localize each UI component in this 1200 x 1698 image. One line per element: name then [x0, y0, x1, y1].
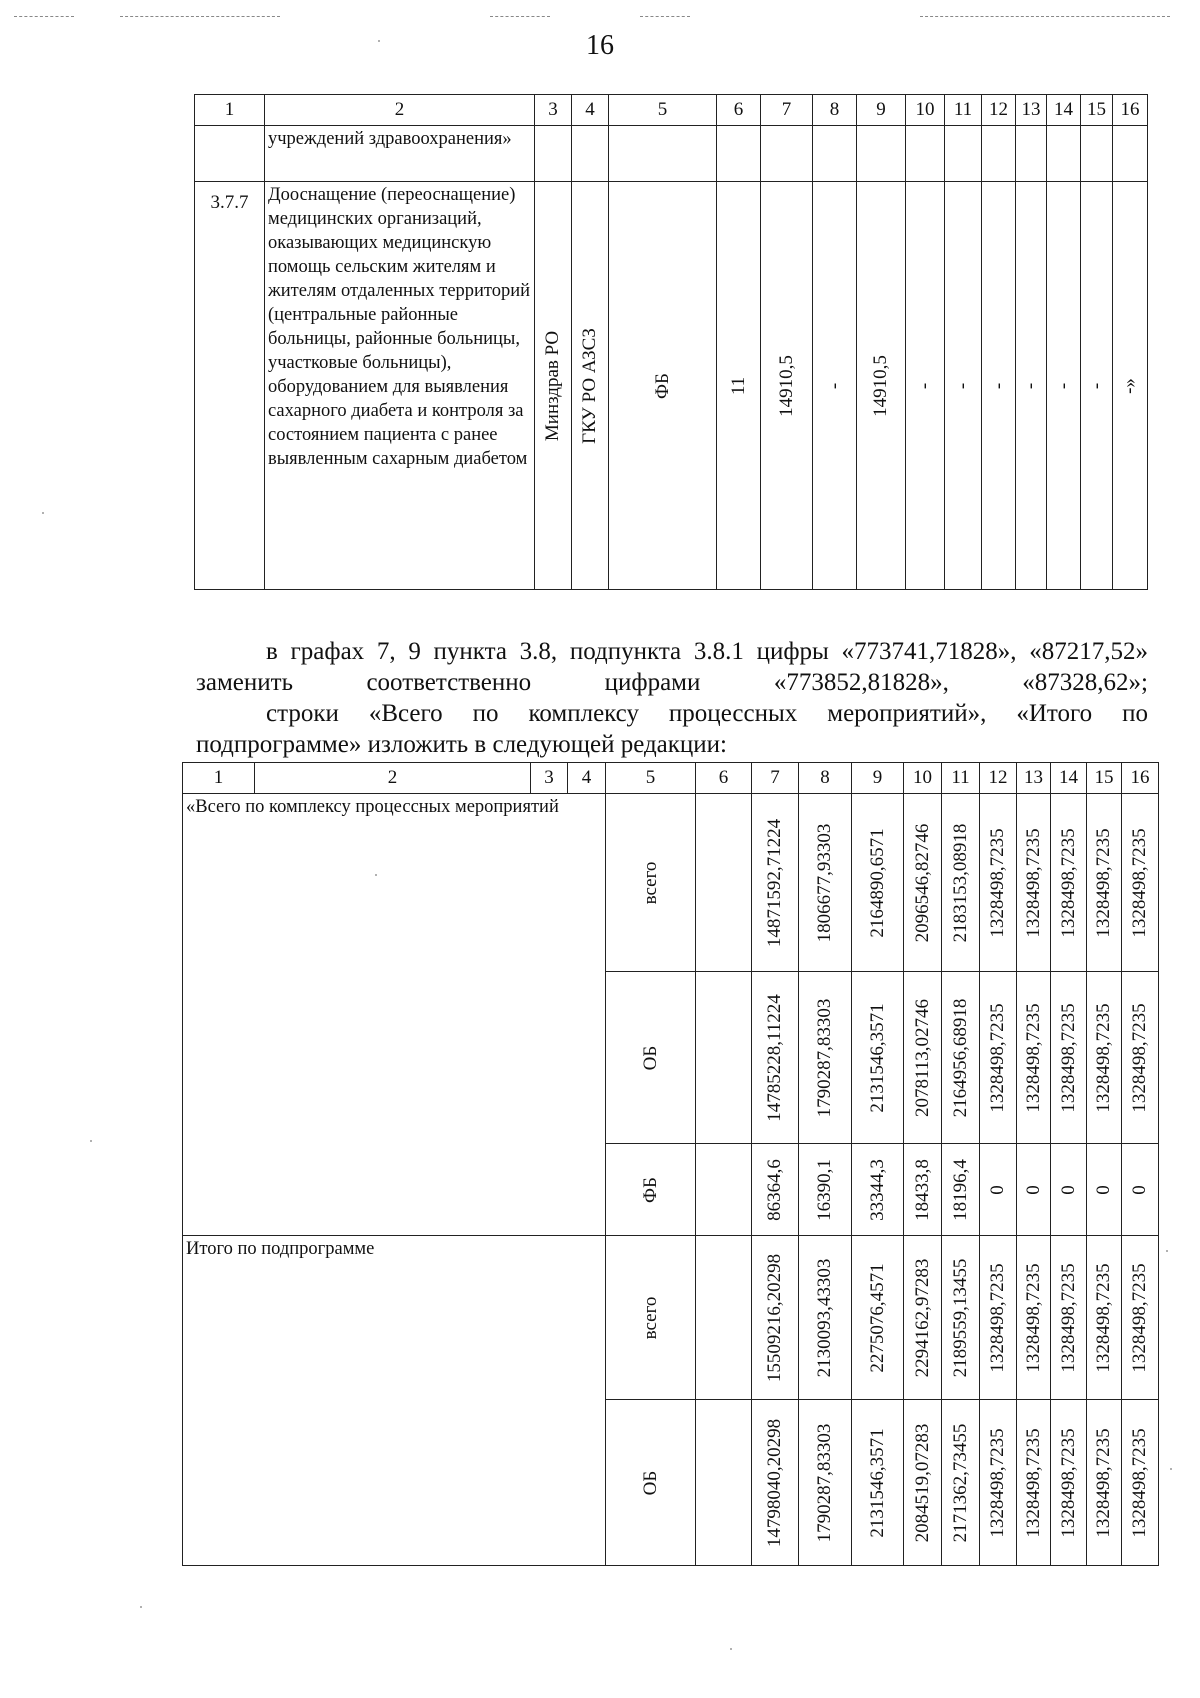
scan-speck: [140, 1606, 142, 1608]
scan-artifact-line: [14, 16, 74, 17]
table-row-377: [195, 182, 1148, 590]
col6-empty-cell: [696, 794, 752, 972]
funding-source-cell: ОБ: [606, 972, 696, 1144]
summary-table: [182, 762, 1159, 1566]
col-header: 1: [183, 763, 255, 794]
value-cell: 0: [1087, 1144, 1122, 1236]
cell-col5: ФБ: [609, 182, 717, 590]
col-header: 7: [752, 763, 799, 794]
cell-col7: 14910,5: [761, 182, 813, 590]
value-cell: 1328498,7235: [1122, 794, 1159, 972]
col-header: 9: [857, 95, 906, 126]
col-header: 15: [1081, 95, 1113, 126]
col-header: 10: [906, 95, 945, 126]
value-cell: 1328498,7235: [1122, 1236, 1159, 1400]
col6-empty-cell: [696, 1236, 752, 1400]
scan-speck: [1166, 1250, 1168, 1252]
value-cell: 2164890,6571: [852, 794, 904, 972]
col-header: 12: [980, 763, 1017, 794]
col-header: 4: [568, 763, 606, 794]
table-row-continuation: [195, 126, 1148, 182]
col-header: 6: [696, 763, 752, 794]
value-cell: 2084519,07283: [904, 1400, 942, 1566]
cell-col8: -: [813, 182, 857, 590]
row-name-cell: Дооснащение (переоснащение) медицинских организаций, оказывающих медицинскую помощь сельским жителям и жителям отдаленных территорий (центральные районные больницы, районные больницы, участковые больницы), оборудованием для выявления сахарного диабета и контроля за состоянием пациента с ранее выявленным сахарным диабетом: [265, 182, 535, 590]
col-header: 14: [1047, 95, 1081, 126]
col-header: 3: [531, 763, 568, 794]
value-cell: 1790287,83303: [799, 972, 852, 1144]
value-cell: 2131546,3571: [852, 972, 904, 1144]
value-cell: 0: [1051, 1144, 1087, 1236]
value-cell: 1328498,7235: [1087, 972, 1122, 1144]
value-cell: 1328498,7235: [1122, 972, 1159, 1144]
value-cell: 0: [980, 1144, 1017, 1236]
value-cell: 15509216,20298: [752, 1236, 799, 1400]
value-cell: 18433,8: [904, 1144, 942, 1236]
cell-col10: -: [906, 182, 945, 590]
value-cell: 1328498,7235: [980, 794, 1017, 972]
funding-source-cell: ОБ: [606, 1400, 696, 1566]
value-cell: 1328498,7235: [1087, 794, 1122, 972]
value-cell: 33344,3: [852, 1144, 904, 1236]
col-header: 16: [1122, 763, 1159, 794]
value-cell: 1328498,7235: [1017, 972, 1051, 1144]
value-cell: 1328498,7235: [1051, 794, 1087, 972]
value-cell: 1806677,93303: [799, 794, 852, 972]
col-header: 16: [1113, 95, 1148, 126]
value-cell: 1328498,7235: [1017, 1400, 1051, 1566]
cell-col11: -: [945, 182, 982, 590]
amendment-paragraph-1: в графах 7, 9 пункта 3.8, подпункта 3.8.1 цифры «773741,71828», «87217,52» заменить соответственно цифрами «773852,81828», «87328,62»;: [196, 638, 1148, 696]
value-cell: 2131546,3571: [852, 1400, 904, 1566]
value-cell: 2078113,02746: [904, 972, 942, 1144]
value-cell: 16390,1: [799, 1144, 852, 1236]
value-cell: 1328498,7235: [1051, 1236, 1087, 1400]
col-header: 5: [609, 95, 717, 126]
value-cell: 1328498,7235: [1122, 1400, 1159, 1566]
funding-source-cell: ФБ: [606, 1144, 696, 1236]
scan-speck: [90, 1140, 92, 1142]
cell-col4: ГКУ РО АЗСЗ: [572, 182, 609, 590]
cell-col16: -»: [1113, 182, 1148, 590]
scan-artifact-line: [640, 16, 690, 17]
summary-table-body: [183, 794, 1159, 1566]
cell-col9: 14910,5: [857, 182, 906, 590]
cell-col15: -: [1081, 182, 1113, 590]
value-cell: 2130093,43303: [799, 1236, 852, 1400]
page-number: 16: [586, 30, 614, 61]
value-cell: 14798040,20298: [752, 1400, 799, 1566]
value-cell: 2171362,73455: [942, 1400, 980, 1566]
value-cell: 2164956,68918: [942, 972, 980, 1144]
col6-empty-cell: [696, 1400, 752, 1566]
cell-col12: -: [982, 182, 1016, 590]
col6-empty-cell: [696, 972, 752, 1144]
value-cell: 1328498,7235: [980, 972, 1017, 1144]
col-header: 3: [535, 95, 572, 126]
value-cell: 2183153,08918: [942, 794, 980, 972]
col-header: 10: [904, 763, 942, 794]
col-header: 14: [1051, 763, 1087, 794]
table-header-row: [183, 763, 1159, 794]
cell-col14: -: [1047, 182, 1081, 590]
col-header: 6: [717, 95, 761, 126]
value-cell: 1328498,7235: [1087, 1400, 1122, 1566]
cell-col3: Минздрав РО: [535, 182, 572, 590]
value-cell: 0: [1017, 1144, 1051, 1236]
value-cell: 2294162,97283: [904, 1236, 942, 1400]
value-cell: 1328498,7235: [1051, 1400, 1087, 1566]
value-cell: 1790287,83303: [799, 1400, 852, 1566]
col6-empty-cell: [696, 1144, 752, 1236]
value-cell: 86364,6: [752, 1144, 799, 1236]
table-header-row: [195, 95, 1148, 126]
value-cell: 14785228,11224: [752, 972, 799, 1144]
scan-artifact-line: [920, 16, 1170, 17]
amendment-paragraph-2: строки «Всего по комплексу процессных мероприятий», «Итого по подпрограмме» изложить в следующей редакции:: [196, 700, 1148, 758]
col-header: 1: [195, 95, 265, 126]
col-header: 2: [265, 95, 535, 126]
value-cell: 0: [1122, 1144, 1159, 1236]
value-cell: 1328498,7235: [980, 1400, 1017, 1566]
value-cell: 2096546,82746: [904, 794, 942, 972]
program-table-continuation: [194, 94, 1148, 590]
group-label-subprogram: Итого по подпрограмме: [183, 1236, 606, 1566]
cell-col6: 11: [717, 182, 761, 590]
value-cell: 1328498,7235: [1087, 1236, 1122, 1400]
value-cell: 1328498,7235: [1051, 972, 1087, 1144]
summary-row: [183, 1236, 1159, 1400]
funding-source-cell: всего: [606, 794, 696, 972]
col-header: 11: [945, 95, 982, 126]
col-header: 13: [1017, 763, 1051, 794]
summary-row: [183, 794, 1159, 972]
row-name-cell: учреждений здравоохранения»: [265, 126, 535, 182]
value-cell: 1328498,7235: [1017, 1236, 1051, 1400]
scan-speck: [1170, 1468, 1172, 1470]
cell-col13: -: [1016, 182, 1047, 590]
col-header: 11: [942, 763, 980, 794]
scan-speck: [730, 1648, 732, 1650]
scan-speck: [42, 512, 44, 514]
col-header: 9: [852, 763, 904, 794]
value-cell: 2189559,13455: [942, 1236, 980, 1400]
col-header: 5: [606, 763, 696, 794]
col-header: 7: [761, 95, 813, 126]
value-cell: 2275076,4571: [852, 1236, 904, 1400]
col-header: 12: [982, 95, 1016, 126]
scan-artifact-line: [120, 16, 280, 17]
col-header: 4: [572, 95, 609, 126]
scan-artifact-line: [490, 16, 550, 17]
value-cell: 1328498,7235: [1017, 794, 1051, 972]
col-header: 8: [813, 95, 857, 126]
col-header: 15: [1087, 763, 1122, 794]
group-label-processes: «Всего по комплексу процессных мероприятий: [183, 794, 606, 1236]
value-cell: 14871592,71224: [752, 794, 799, 972]
value-cell: 18196,4: [942, 1144, 980, 1236]
row-number-cell: 3.7.7: [195, 182, 265, 590]
col-header: 13: [1016, 95, 1047, 126]
col-header: 8: [799, 763, 852, 794]
funding-source-cell: всего: [606, 1236, 696, 1400]
value-cell: 1328498,7235: [980, 1236, 1017, 1400]
col-header: 2: [255, 763, 531, 794]
